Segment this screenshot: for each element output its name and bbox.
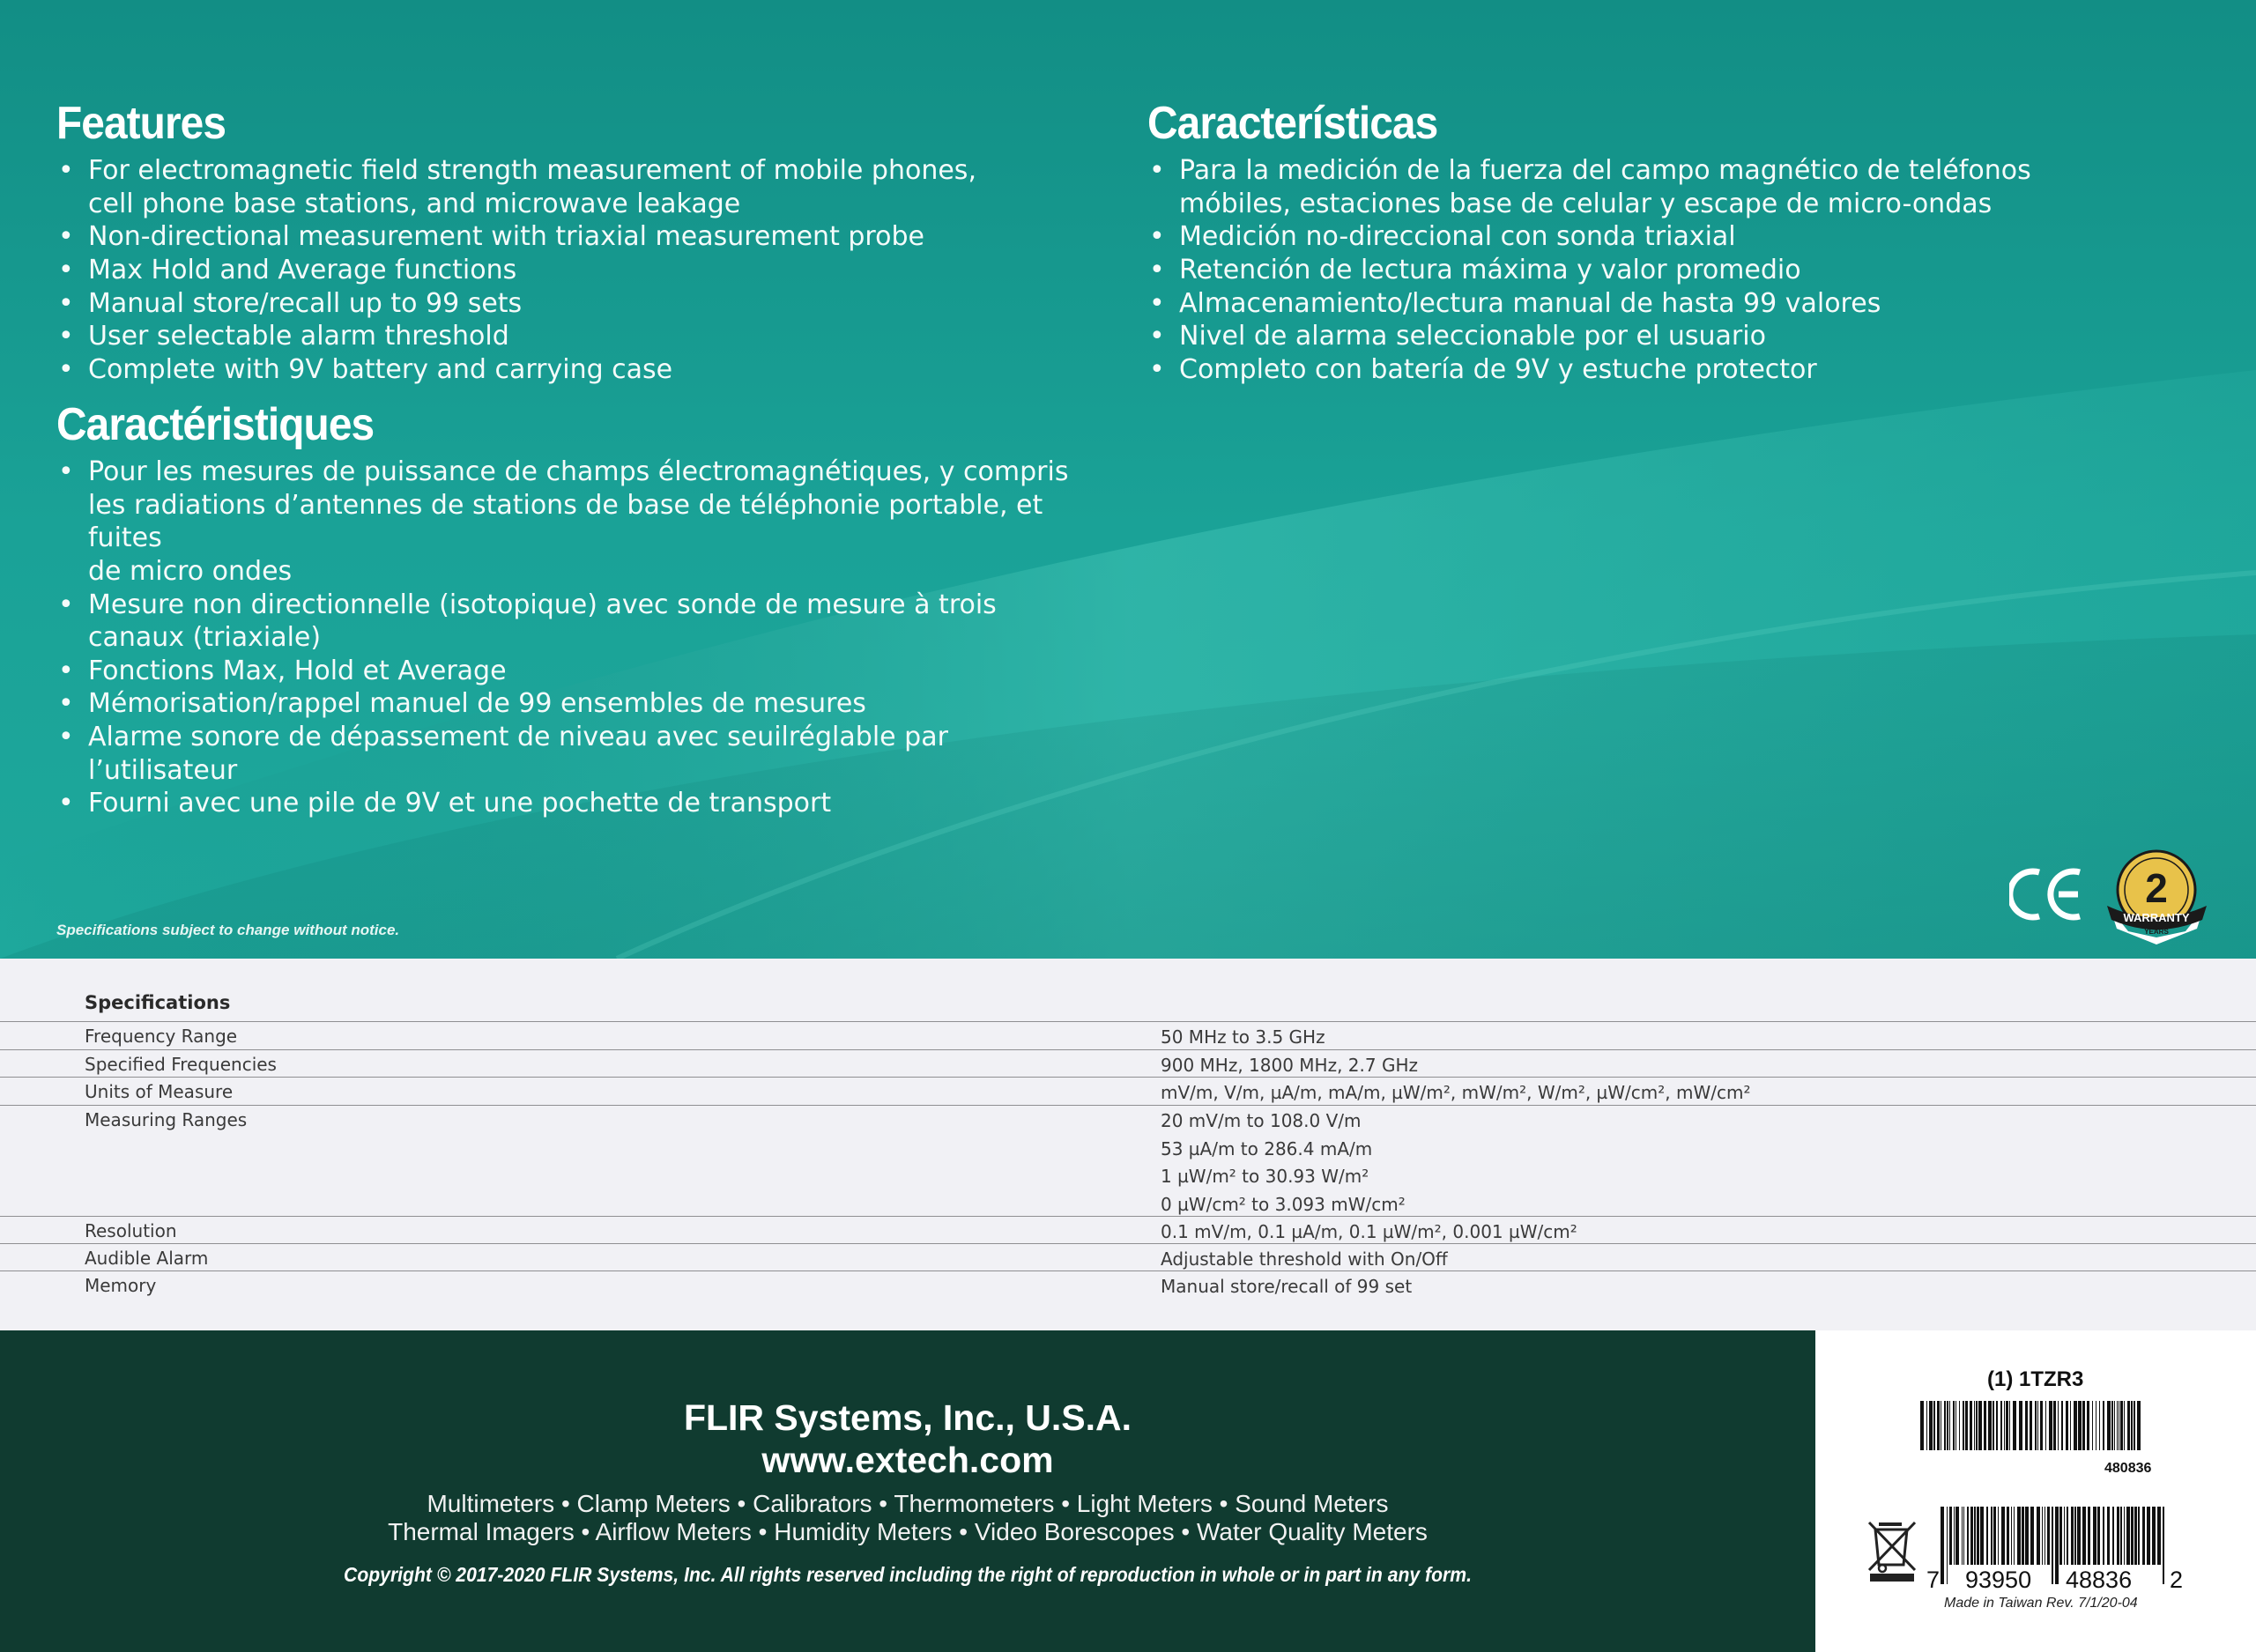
barcode-bar — [1993, 1401, 1994, 1450]
barcode-bar — [1947, 1401, 1948, 1450]
barcode-bar — [2099, 1401, 2100, 1450]
small-barcode-icon — [1918, 1401, 2141, 1450]
company-footer — [0, 1330, 1815, 1652]
barcode-bar — [1959, 1401, 1960, 1450]
barcode-bar — [2124, 1507, 2125, 1565]
feature-item: • Manual store/recall up to 99 sets — [56, 287, 1096, 321]
spec-value: 0 µW/cm² to 3.093 mW/cm² — [1161, 1193, 1406, 1215]
spec-row — [0, 1216, 2256, 1243]
spec-label: Memory — [85, 1275, 157, 1296]
spec-value: 53 µA/m to 286.4 mA/m — [1161, 1137, 1373, 1159]
barcode-bar — [2011, 1507, 2012, 1565]
product-lines: Thermal Imagers • Airflow Meters • Humidity Meters • Video Borescopes • Water Quality Meters — [388, 1518, 1428, 1545]
barcode-bar — [1976, 1401, 1978, 1450]
spec-row — [0, 1077, 2256, 1105]
barcode-bar — [2117, 1401, 2118, 1450]
barcode-bar — [2037, 1401, 2038, 1450]
spec-label: Resolution — [85, 1220, 177, 1241]
features-list — [56, 456, 1096, 820]
barcode-bar — [1980, 1507, 1984, 1565]
barcode-bar — [2025, 1507, 2029, 1565]
feature-item: • User selectable alarm threshold — [56, 320, 1096, 353]
barcode-bar — [1970, 1401, 1972, 1450]
feature-item: • Fonctions Max, Hold et Average — [56, 655, 1096, 688]
website-link[interactable]: www.extech.com — [761, 1440, 1054, 1480]
barcode-bar — [2053, 1401, 2056, 1450]
barcode-bar — [2088, 1507, 2090, 1565]
features-english — [56, 99, 1096, 386]
barcode-bar — [2040, 1401, 2043, 1450]
ce-mark-icon — [2009, 865, 2087, 923]
barcode-bar — [2103, 1401, 2104, 1450]
feature-item: • Fourni avec une pile de 9V et une pochette de transport — [56, 787, 1096, 820]
spec-label: Audible Alarm — [85, 1248, 209, 1269]
barcode-bar — [2066, 1401, 2068, 1450]
spec-value: mV/m, V/m, µA/m, mA/m, µW/m², mW/m², W/m², µW/cm², mW/cm² — [1161, 1082, 1751, 1103]
spec-label: Frequency Range — [85, 1026, 238, 1047]
barcode-bar — [1941, 1507, 1944, 1584]
specifications-table — [0, 959, 2256, 1330]
barcode-bar — [2009, 1401, 2010, 1450]
feature-item: • Complete with 9V battery and carrying case — [56, 353, 1096, 387]
feature-item: • Para la medición de la fuerza del campo magnético de teléfonos móbiles, estaciones base de celular y escape de micro-ondas — [1147, 154, 2187, 220]
barcode-bar — [2163, 1507, 2164, 1584]
barcode-bar — [1998, 1507, 1999, 1565]
crossed-out-wheelie-bin-icon — [1866, 1519, 1918, 1582]
barcode-bar — [1953, 1401, 1955, 1450]
spec-row — [0, 1270, 2256, 1299]
specifications-heading: Specifications — [85, 992, 231, 1013]
barcode-bar — [1929, 1401, 1933, 1450]
barcode-bar — [2013, 1401, 2016, 1450]
barcode-bar — [1993, 1507, 1996, 1565]
ean-digits: 48836 — [2066, 1567, 2133, 1593]
warranty-number: 2 — [2145, 865, 2168, 911]
barcode-bar — [2047, 1507, 2050, 1565]
barcode-bar — [2025, 1401, 2028, 1450]
barcode-bar — [2134, 1507, 2137, 1565]
barcode-bar — [2049, 1401, 2052, 1450]
barcode-bar — [2078, 1401, 2082, 1450]
spec-value: 900 MHz, 1800 MHz, 2.7 GHz — [1161, 1055, 1419, 1076]
barcode-bar — [2137, 1401, 2141, 1450]
barcode-bar — [1954, 1507, 1955, 1565]
barcode-bar — [2074, 1401, 2077, 1450]
barcode-bar — [2022, 1507, 2024, 1565]
barcode-bar — [1926, 1401, 1927, 1450]
spec-row — [0, 1105, 2256, 1216]
copyright-text: Copyright © 2017-2020 FLIR Systems, Inc. All rights reserved including the right of reproduction in whole or in part in any form. — [344, 1563, 1472, 1586]
barcode-bar — [2030, 1401, 2032, 1450]
features-heading: Features — [56, 98, 226, 149]
barcode-bar — [1984, 1401, 1986, 1450]
spec-label: Specified Frequencies — [85, 1054, 277, 1075]
barcode-bar — [2074, 1507, 2076, 1565]
feature-item: • Pour les mesures de puissance de champs électromagnétiques, y compris les radiations d’antennes de stations de base de téléphonie portable, et fuites de micro ondes — [56, 456, 1096, 588]
spec-row — [0, 1021, 2256, 1049]
barcode-bar — [2126, 1507, 2130, 1565]
barcode-bar — [2037, 1507, 2040, 1565]
barcode-bar — [1978, 1401, 1982, 1450]
barcode-bar — [2157, 1507, 2161, 1565]
barcode-bar — [2082, 1401, 2085, 1450]
barcode-bar — [1949, 1401, 1950, 1450]
spec-value: 20 mV/m to 108.0 V/m — [1161, 1110, 1362, 1131]
feature-item: • Non-directional measurement with triaxial measurement probe — [56, 220, 1096, 254]
barcode-bar — [2127, 1401, 2130, 1450]
spec-label: Measuring Ranges — [85, 1109, 248, 1130]
feature-item: • Max Hold and Average functions — [56, 254, 1096, 287]
barcode-bar — [2071, 1507, 2074, 1565]
barcode-bar — [2111, 1401, 2113, 1450]
barcode-bar — [2001, 1507, 2005, 1565]
barcode-bar — [2082, 1507, 2086, 1565]
barcode-bar — [1949, 1507, 1952, 1565]
barcode-bar — [1986, 1507, 1988, 1565]
ean-digit: 7 — [1926, 1567, 1941, 1593]
barcode-bar — [1962, 1507, 1963, 1565]
feature-item: • Retención de lectura máxima y valor promedio — [1147, 254, 2187, 287]
barcode-bar — [2045, 1401, 2046, 1450]
barcode-bar — [2131, 1507, 2134, 1565]
barcode-bar — [1988, 1401, 1992, 1450]
barcode-bar — [2000, 1401, 2002, 1450]
spec-label: Units of Measure — [85, 1081, 234, 1102]
features-list — [1147, 154, 2187, 386]
barcode-bar — [1937, 1401, 1940, 1450]
barcode-bar — [2004, 1401, 2005, 1450]
ean-digit: 2 — [2170, 1567, 2184, 1593]
barcode-bar — [1955, 1507, 1959, 1565]
disclaimer-text: Specifications subject to change without notice. — [56, 922, 400, 938]
spec-value: 0.1 mV/m, 0.1 µA/m, 0.1 µW/m², 0.001 µW/cm² — [1161, 1221, 1577, 1242]
barcode-bar — [1920, 1401, 1924, 1450]
barcode-bar — [2142, 1507, 2145, 1565]
barcode-bar — [2064, 1507, 2065, 1565]
barcode-bar — [2019, 1401, 2022, 1450]
barcode-bar — [2042, 1507, 2043, 1565]
lot-code: (1) 1TZR3 — [1987, 1367, 2084, 1391]
barcode-bar — [2147, 1507, 2150, 1565]
product-lines: Multimeters • Clamp Meters • Calibrators • Thermometers • Light Meters • Sound Meters — [427, 1490, 1389, 1517]
features-spanish — [1147, 99, 2187, 386]
barcode-bar — [2052, 1507, 2053, 1584]
feature-item: • Completo con batería de 9V y estuche protector — [1147, 353, 2187, 387]
feature-item: • Mesure non directionnelle (isotopique) avec sonde de mesure à trois canaux (triaxiale) — [56, 589, 1096, 655]
barcode-bar — [2044, 1507, 2045, 1565]
barcode-bar — [2055, 1507, 2059, 1584]
barcode-bar — [1933, 1401, 1935, 1450]
feature-item: • Alarme sonore de dépassement de niveau avec seuilréglable par l’utilisateur — [56, 721, 1096, 787]
barcode-bar — [2030, 1507, 2034, 1565]
barcode-bar — [2124, 1401, 2125, 1450]
warranty-badge-icon — [2102, 848, 2212, 949]
barcode-bar — [1974, 1401, 1975, 1450]
barcode-bar — [2007, 1507, 2009, 1565]
spec-row — [0, 1243, 2256, 1270]
barcode-bar — [1947, 1507, 1948, 1584]
feature-item: • Nivel de alarma seleccionable por el usuario — [1147, 320, 2187, 353]
barcode-bar — [2077, 1507, 2081, 1565]
barcode-bar — [2134, 1401, 2135, 1450]
warranty-sub: YEARS — [2144, 928, 2169, 936]
ean-digits: 93950 — [1965, 1567, 2032, 1593]
barcode-bar — [1974, 1507, 1976, 1565]
spec-value-list — [1161, 1108, 1406, 1219]
barcode-bar — [2092, 1401, 2093, 1450]
spec-value: Manual store/recall of 99 set — [1161, 1276, 1413, 1297]
barcode-bar — [1965, 1401, 1968, 1450]
barcode-bar — [2107, 1507, 2110, 1565]
barcode-bar — [2152, 1507, 2156, 1565]
spec-row — [0, 1049, 2256, 1077]
feature-item: • Mémorisation/rappel manuel de 99 ensembles de mesures — [56, 687, 1096, 721]
made-in-text: Made in Taiwan Rev. 7/1/20-04 — [1944, 1596, 2138, 1611]
barcode-bar — [2035, 1401, 2037, 1450]
company-name: FLIR Systems, Inc., U.S.A. — [683, 1397, 1132, 1438]
barcode-bar — [1996, 1401, 1998, 1450]
barcode-bar — [1970, 1507, 1973, 1565]
barcode-bar — [2061, 1401, 2063, 1450]
features-french — [56, 400, 1096, 820]
spec-value: Adjustable threshold with On/Off — [1161, 1248, 1448, 1270]
barcode-bar — [2120, 1507, 2122, 1565]
barcode-bar — [2112, 1507, 2114, 1565]
feature-item: • Medición no-direccional con sonda triaxial — [1147, 220, 2187, 254]
barcode-bar — [2114, 1401, 2115, 1450]
barcode-bar — [1991, 1507, 1993, 1565]
spec-value: 50 MHz to 3.5 GHz — [1161, 1026, 1325, 1048]
barcode-bar — [2107, 1401, 2111, 1450]
barcode-bar — [2087, 1401, 2089, 1450]
warranty-text: WARRANTY — [2123, 911, 2190, 924]
barcode-bar — [2014, 1507, 2015, 1565]
barcode-bar — [2058, 1401, 2059, 1450]
barcode-bar — [1963, 1401, 1964, 1450]
barcode-bar — [1977, 1507, 1979, 1565]
feature-item: • Almacenamiento/lectura manual de hasta 99 valores — [1147, 287, 2187, 321]
spec-value: 1 µW/m² to 30.93 W/m² — [1161, 1166, 1369, 1187]
feature-item: • For electromagnetic field strength measurement of mobile phones, cell phone base stations, and microwave leakage — [56, 154, 1096, 220]
barcode-bar — [2120, 1401, 2123, 1450]
barcode-bar — [2006, 1401, 2008, 1450]
barcode-bar — [2097, 1507, 2100, 1565]
barcode-bar — [2093, 1507, 2096, 1565]
barcode-bar — [2138, 1507, 2140, 1565]
barcode-bar — [2131, 1401, 2133, 1450]
barcode-bar — [2067, 1507, 2068, 1565]
barcode-bar — [2017, 1507, 2021, 1565]
caracteristicas-heading: Características — [1147, 98, 1438, 149]
caracteristiques-heading: Caractéristiques — [56, 399, 375, 450]
barcode-bar — [1955, 1401, 1956, 1450]
small-code: 480836 — [2104, 1461, 2152, 1476]
barcode-bar — [2059, 1507, 2062, 1565]
features-list — [56, 154, 1096, 386]
barcode-bar — [1944, 1401, 1946, 1450]
barcode-bar — [2117, 1507, 2119, 1565]
barcode-bar — [2103, 1507, 2104, 1565]
barcode-bar — [1963, 1507, 1964, 1565]
barcode-bar — [2070, 1401, 2071, 1450]
barcode-bar — [1967, 1507, 1969, 1565]
